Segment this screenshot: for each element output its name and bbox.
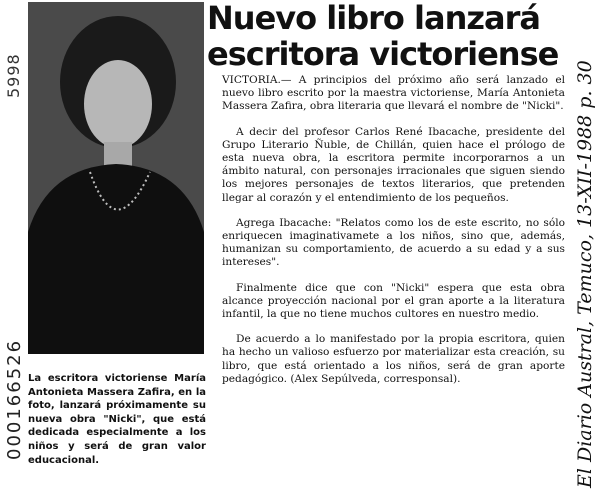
headline-line-2: escritora victoriense — [207, 35, 559, 72]
handwritten-source-note: El Diario Austral, Temuco, 13-XII-1988 p. 30 — [574, 60, 596, 488]
handwritten-archive-number: 5998 — [4, 53, 23, 98]
portrait-illustration — [28, 2, 204, 354]
headline — [207, 0, 569, 72]
stamped-catalog-number: 000166526 — [4, 338, 25, 460]
photo-caption: La escritora victoriense María Antonieta Massera Zafira, en la foto, lanzará próximamente su nueva obra "Nicki", que está dedicada especialmente a los niños y será de gran valor educacional. — [28, 373, 206, 466]
paragraph-5: De acuerdo a lo manifestado por la propia escritora, quien ha hecho un valioso esfuerzo por materializar esta creación, su libro, que está orientado a los niños, será de gran aporte pedagógico. (Alex Sepúlveda, corresponsal). — [222, 333, 565, 385]
right-margin-annotation — [570, 0, 600, 490]
paragraph-4: Finalmente dice que con "Nicki" espera que esta obra alcance proyección nacional por el gran aporte a la literatura infantil, la que no tiene muchos cultores en nuestro medio. — [222, 281, 565, 321]
paragraph-3: Agrega Ibacache: "Relatos como los de este escrito, no sólo enriquecen imaginativamete a los niños, sino que, además, humanizan su comportamiento, de acuerdo a su edad y a sus intereses". — [222, 216, 565, 269]
left-margin-annotations — [2, 20, 26, 460]
paragraph-1: VICTORIA.— A principios del próximo año será lanzado el nuevo libro escrito por la maestra victoriense, María Antonieta Massera Zafira, obra literaria que llevará el nombre de "Nicki". — [222, 74, 565, 113]
paragraph-2: A decir del profesor Carlos René Ibacache, presidente del Grupo Literario Ñuble, de Chillán, quien hace el prólogo de esta nueva obra, la escritora permite incorporarnos a un ámbito natural, con personajes irracionales que siguen siendo los mejores personajes de textos literarios, que pretenden llegar al corazón y el entendimiento de los pequeños. — [222, 125, 565, 204]
headline-line-1: Nuevo libro lanzará — [207, 0, 540, 37]
author-photo — [28, 2, 204, 354]
article-body — [222, 74, 565, 398]
